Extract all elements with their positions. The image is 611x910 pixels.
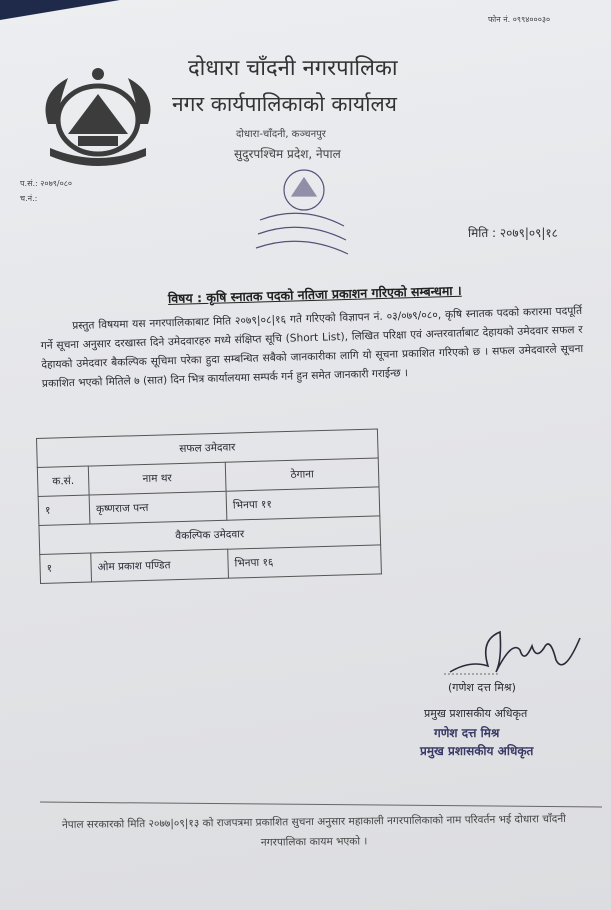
office-name: नगर कार्यपालिकाको कार्यालय: [172, 92, 397, 116]
dispatch-number: च.नं.:: [20, 194, 38, 203]
letter-body: प्रस्तुत विषयमा यस नगरपालिकाबाट मिति २०७९|०८|१६ गते गरिएको विज्ञापन नं. ०३/०७९/०८०, कृषि स्नातक पदको करारमा पदपूर्ति गर्ने सूचना अनुसार दरखास्त दिने उमेदवारहरु मध्ये संक्षिप्त सूचि (Short List), लिखित परिक्षा एवं अन्तरवार्ताबाट देहायको उमेदवार सफल र देहायको उमेदवार बैकल्पिक सूचिमा परेका हुदा सम्बन्धित सबैको जानकारीका लागि यो सूचना प्रकाशित गरिएको छ । सफल उमेदवारले सूचना प्रकाशित भएको मितिले ७ (सात) दिन भित्र कार्यालयमा सम्पर्क गर्न हुन समेत जानकारी गराईन्छ ।: [40, 304, 584, 390]
phone-number: फोन नं. ०९९४०००३०: [488, 15, 551, 24]
cell-address: भिनपा १६: [228, 545, 382, 578]
letter-subject: विषय : कृषि स्नातक पदको नतिजा प्रकाशन गरिएको सम्बन्धमा ।: [167, 282, 462, 306]
office-stamp-icon: [252, 160, 352, 270]
signatory-post: प्रमुख प्रशासकीय अधिकृत: [424, 707, 528, 720]
candidates-table: [36, 428, 382, 583]
footer-note: नेपाल सरकारको मिति २०७७|०९|१३ को राजपत्रमा प्रकाशित सुचना अनुसार महाकाली नगरपालिकाको नाम परिवर्तन भई दोधारा चाँदनी नगरपालिका कायम भएको ।: [61, 812, 566, 849]
government-emblem-icon: [28, 64, 168, 176]
cell-serial-number: १: [40, 553, 92, 583]
municipality-name: दोधारा चाँदनी नगरपालिका: [188, 56, 398, 81]
col-address: ठेगाना: [225, 458, 379, 491]
reference-number: प.सं.: २०७९/०८०: [20, 179, 73, 188]
signatory-name: (गणेश दत्त मिश्र): [448, 681, 516, 694]
signatory-stamp-name: गणेश दत्त मिश्र: [434, 726, 500, 740]
signatory-stamp-post: प्रमुख प्रशासकीय अधिकृत: [420, 744, 534, 758]
cell-serial-number: १: [38, 495, 90, 525]
col-serial-number: क.सं.: [37, 466, 89, 496]
col-name: नाम थर: [88, 462, 226, 495]
address-line-2: सुदुरपश्चिम प्रदेश, नेपाल: [234, 147, 341, 161]
address-line-1: दोधारा-चाँदनी, कञ्चनपुर: [236, 129, 326, 140]
alternate-candidates-heading: वैकल्पिक उमेदवार: [39, 516, 381, 555]
signature-icon: [440, 620, 590, 682]
successful-candidates-heading: सफल उमेदवार: [37, 429, 379, 468]
letter-date: मिति : २०७९|०९|१८: [468, 226, 558, 240]
cell-address: भिनपा ११: [226, 487, 380, 520]
cell-name: ओम प्रकाश पण्डित: [91, 549, 229, 582]
cell-name: कृष्णराज पन्त: [89, 491, 227, 524]
